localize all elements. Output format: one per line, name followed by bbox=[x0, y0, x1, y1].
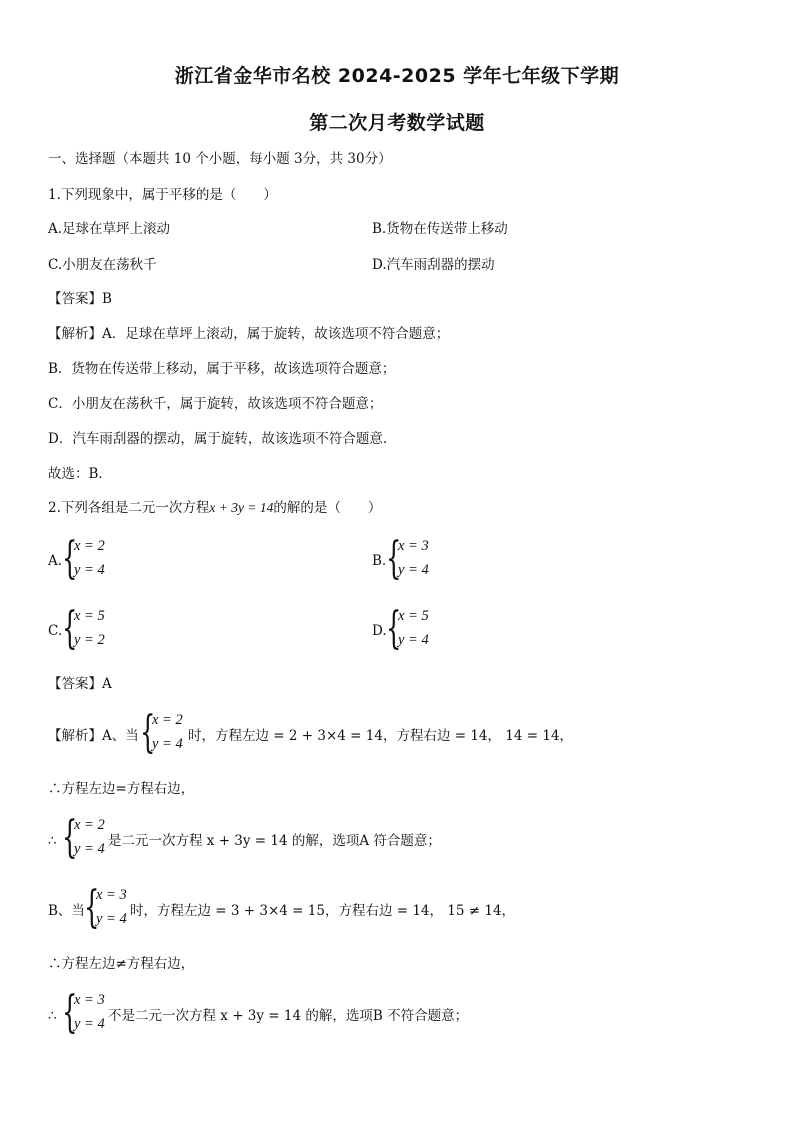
q2-stem-equation: x + 3y = 14 bbox=[209, 500, 274, 515]
q2-conclusion-b-post: 不是二元一次方程 x + 3y = 14 的解，选项B 不符合题意； bbox=[108, 1008, 469, 1024]
q2-therefore-b: ∴方程左边≠方程右边， bbox=[48, 956, 195, 972]
q1-option-a: A.足球在草坪上滚动 bbox=[48, 221, 171, 237]
q2-option-a-system: { x = 2 y = 4 bbox=[62, 533, 105, 584]
q2-option-d-system: { x = 5 y = 4 bbox=[386, 603, 429, 654]
q2-analysis-b-system: { x = 3 y = 4 bbox=[84, 882, 127, 933]
section-heading: 一、选择题（本题共 10 个小题，每小题 3分，共 30分） bbox=[48, 151, 392, 167]
q2-conclusion-b-system: { x = 3 y = 4 bbox=[62, 987, 105, 1038]
doc-title-line2: 第二次月考数学试题 bbox=[309, 112, 485, 134]
doc-title-line1: 浙江省金华市名校 2024-2025 学年七年级下学期 bbox=[174, 65, 620, 87]
q2-option-d-label: D. bbox=[372, 623, 387, 639]
q2-stem bbox=[48, 499, 381, 517]
q2-answer: 【答案】A bbox=[48, 676, 112, 692]
q1-analysis-line: 【解析】A．足球在草坪上滚动，属于旋转，故该选项不符合题意； bbox=[48, 326, 450, 342]
q2-option-c-system: { x = 5 y = 2 bbox=[62, 603, 105, 654]
q2-analysis-a-system: { x = 2 y = 4 bbox=[140, 707, 183, 758]
q1-analysis-line: D．汽车雨刮器的摆动，属于旋转，故该选项不符合题意. bbox=[48, 431, 388, 447]
q1-stem: 1.下列现象中，属于平移的是（ ） bbox=[48, 187, 277, 203]
q1-analysis-line: 故选：B． bbox=[48, 466, 112, 482]
q1-option-c: C.小朋友在荡秋千 bbox=[48, 257, 157, 273]
q2-stem-post: 的解的是（ ） bbox=[273, 500, 382, 516]
q2-therefore-a: ∴方程左边=方程右边， bbox=[48, 781, 195, 797]
q1-answer: 【答案】B bbox=[48, 291, 112, 307]
q2-conclusion-b-pre: ∴ bbox=[48, 1008, 57, 1024]
q2-stem-pre: 2.下列各组是二元一次方程 bbox=[48, 500, 210, 516]
q2-analysis-a-post: 时，方程左边 = 2 + 3×4 = 14，方程右边 = 14， 14 = 14， bbox=[188, 728, 574, 744]
q2-option-b-label: B. bbox=[372, 553, 387, 569]
q2-conclusion-a-post: 是二元一次方程 x + 3y = 14 的解，选项A 符合题意； bbox=[108, 833, 441, 849]
q2-analysis-a-pre: 【解析】A、当 bbox=[48, 728, 139, 744]
q2-analysis-b-post: 时，方程左边 = 3 + 3×4 = 15，方程右边 = 14， 15 ≠ 14， bbox=[130, 903, 516, 919]
q1-option-b: B.货物在传送带上移动 bbox=[372, 221, 508, 237]
q2-option-a-label: A. bbox=[48, 553, 63, 569]
q1-option-d: D.汽车雨刮器的摆动 bbox=[372, 257, 495, 273]
q2-option-b-system: { x = 3 y = 4 bbox=[386, 533, 429, 584]
q2-analysis-b-pre: B、当 bbox=[48, 903, 85, 919]
q2-conclusion-a-pre: ∴ bbox=[48, 833, 57, 849]
q1-analysis-line: C．小朋友在荡秋千，属于旋转，故该选项不符合题意； bbox=[48, 396, 383, 412]
q2-option-c-label: C. bbox=[48, 623, 63, 639]
q1-analysis-line: B．货物在传送带上移动，属于平移，故该选项符合题意； bbox=[48, 361, 396, 377]
q2-conclusion-a-system: { x = 2 y = 4 bbox=[62, 812, 105, 863]
